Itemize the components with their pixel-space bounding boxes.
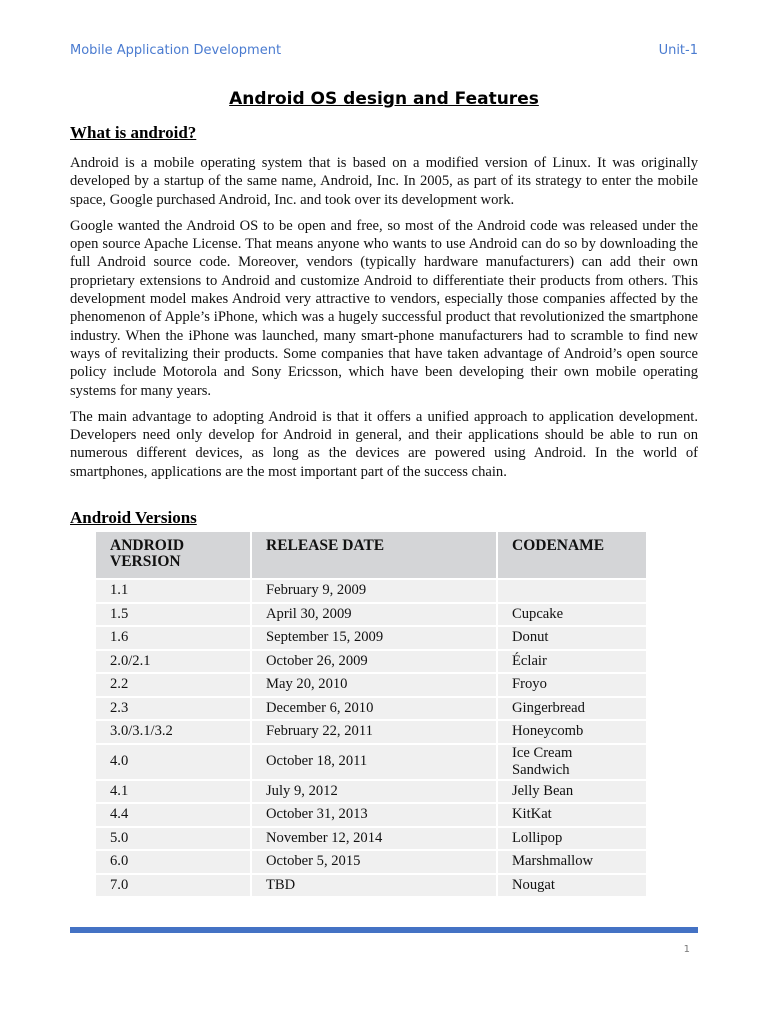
- table-cell: October 18, 2011: [252, 745, 496, 779]
- section-heading-android-versions: Android Versions: [70, 508, 197, 527]
- table-cell: February 22, 2011: [252, 721, 496, 743]
- table-cell: 2.3: [96, 698, 250, 720]
- table-cell: Donut: [498, 627, 646, 649]
- table-cell: 1.1: [96, 580, 250, 602]
- table-cell: December 6, 2010: [252, 698, 496, 720]
- page-title: Android OS design and Features: [229, 89, 539, 109]
- table-cell: Cupcake: [498, 604, 646, 626]
- table-cell: Lollipop: [498, 828, 646, 850]
- column-header: RELEASE DATE: [252, 532, 496, 578]
- table-row: [96, 604, 646, 626]
- table-cell: 4.1: [96, 781, 250, 803]
- page-number: 1: [683, 944, 690, 955]
- table-row: [96, 781, 646, 803]
- table-cell: 2.0/2.1: [96, 651, 250, 673]
- table-cell: April 30, 2009: [252, 604, 496, 626]
- table-cell: November 12, 2014: [252, 828, 496, 850]
- table-cell: Honeycomb: [498, 721, 646, 743]
- column-header: ANDROID VERSION: [96, 532, 250, 578]
- table-cell: Marshmallow: [498, 851, 646, 873]
- table-row: [96, 745, 646, 779]
- table-cell: Froyo: [498, 674, 646, 696]
- table-row: [96, 627, 646, 649]
- paragraph: Google wanted the Android OS to be open and free, so most of the Android code was released under the open source Apache License. That means anyone who wants to use Android can do so by downloading the full Android source code. Moreover, vendors (typically hardware manufacturers) can add their own proprietary extensions to Android and customize Android to differentiate their products from others. This development model makes Android very attractive to vendors, especially those companies affected by the phenomenon of Apple’s iPhone, which was a hugely successful product that revolutionized the smartphone industry. When the iPhone was launched, many smart-phone manufacturers had to scramble to find new ways of revitalizing their products. Some companies that have taken advantage of Android’s open source policy include Motorola and Sony Ericsson, which have been developing their own mobile operating systems for many years.: [70, 217, 698, 399]
- table-cell: July 9, 2012: [252, 781, 496, 803]
- section-heading-what-is-android: What is android?: [70, 123, 197, 142]
- table-cell: October 31, 2013: [252, 804, 496, 826]
- table-cell: May 20, 2010: [252, 674, 496, 696]
- table-cell: Ice Cream Sandwich: [498, 745, 646, 779]
- table-cell: 1.6: [96, 627, 250, 649]
- paragraph: Android is a mobile operating system that is based on a modified version of Linux. It was originally developed by a startup of the same name, Android, Inc. In 2005, as part of its strategy to enter the mobile space, Google purchased Android, Inc. and took over its development work.: [70, 155, 698, 208]
- table-row: [96, 828, 646, 850]
- table-row: [96, 875, 646, 897]
- table-cell: [498, 580, 646, 602]
- table-row: [96, 851, 646, 873]
- table-cell: Gingerbread: [498, 698, 646, 720]
- table-row: [96, 580, 646, 602]
- column-header: CODENAME: [498, 532, 646, 578]
- table-cell: TBD: [252, 875, 496, 897]
- table-cell: October 5, 2015: [252, 851, 496, 873]
- table-cell: 4.4: [96, 804, 250, 826]
- table-cell: October 26, 2009: [252, 651, 496, 673]
- table-row: [96, 674, 646, 696]
- table-cell: 5.0: [96, 828, 250, 850]
- table-cell: Éclair: [498, 651, 646, 673]
- versions-table: [94, 530, 648, 898]
- table-cell: 1.5: [96, 604, 250, 626]
- table-row: [96, 651, 646, 673]
- header-unit: Unit-1: [658, 43, 698, 58]
- header-course: Mobile Application Development: [70, 43, 282, 58]
- table-cell: 2.2: [96, 674, 250, 696]
- table-cell: Nougat: [498, 875, 646, 897]
- table-cell: September 15, 2009: [252, 627, 496, 649]
- table-cell: 7.0: [96, 875, 250, 897]
- table-cell: 4.0: [96, 745, 250, 779]
- table-row: [96, 698, 646, 720]
- table-cell: 3.0/3.1/3.2: [96, 721, 250, 743]
- paragraph: The main advantage to adopting Android is that it offers a unified approach to application development. Developers need only develop for Android in general, and their applications should be able to run on numerous different devices, as long as the devices are powered using Android. In the world of smartphones, applications are the most important part of the success chain.: [70, 408, 698, 480]
- table-row: [96, 804, 646, 826]
- footer-rule: [70, 927, 698, 933]
- table-row: [96, 721, 646, 743]
- table-cell: February 9, 2009: [252, 580, 496, 602]
- section-body: [70, 154, 698, 489]
- table-header-row: [96, 532, 646, 578]
- table-cell: KitKat: [498, 804, 646, 826]
- table-cell: 6.0: [96, 851, 250, 873]
- table-cell: Jelly Bean: [498, 781, 646, 803]
